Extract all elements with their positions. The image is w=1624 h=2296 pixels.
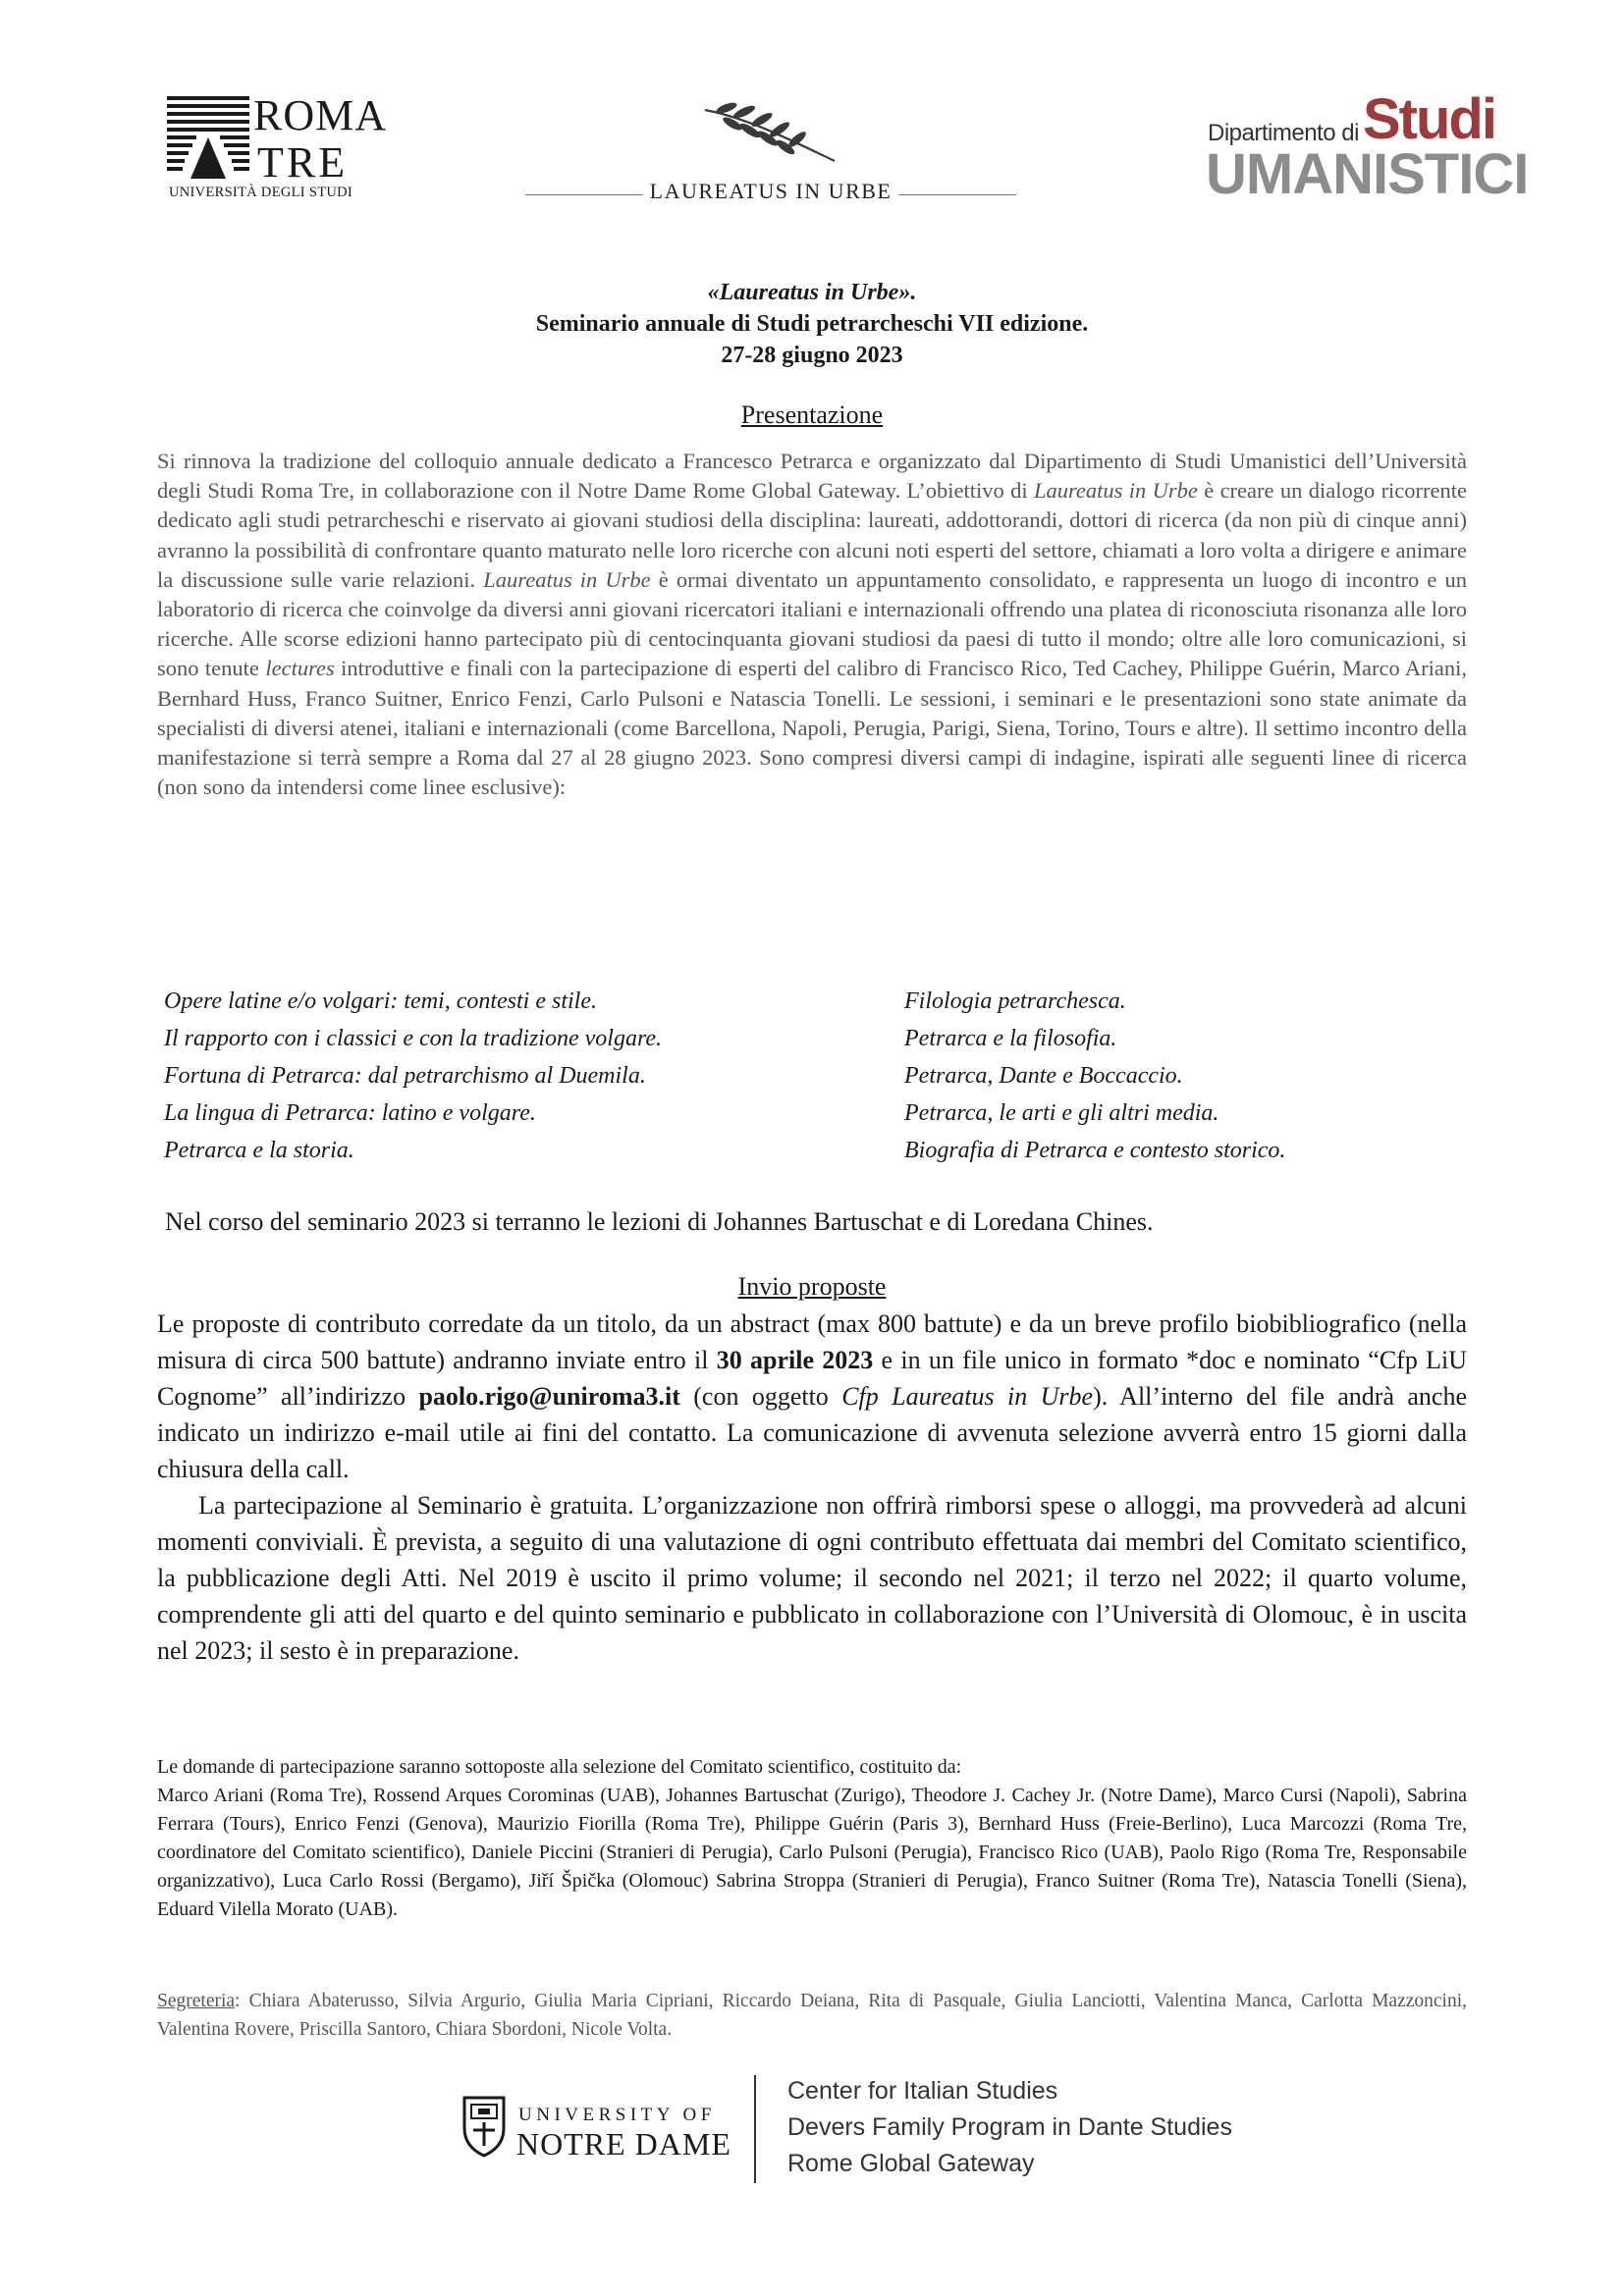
topic-item: Petrarca e la storia. <box>164 1138 354 1163</box>
title-line-1: «Laureatus in Urbe». <box>707 280 917 305</box>
presentazione-em-3: lectures <box>265 656 335 681</box>
roma-tre-building-icon <box>167 94 249 196</box>
deadline-date: 30 aprile 2023 <box>716 1346 874 1374</box>
dsu-dipartimento-word: Dipartimento di <box>1208 120 1359 146</box>
invio-proposte-body <box>157 1306 1467 1669</box>
invio-text-c: (con oggetto <box>679 1382 842 1411</box>
footer-line: Devers Family Program in Dante Studies <box>787 2113 1232 2141</box>
invio-paragraph-1 <box>157 1306 1467 1487</box>
dipartimento-studi-umanistici-logo <box>1198 87 1529 206</box>
comitato-scientifico <box>157 1753 1467 1924</box>
footer-notre-dame <box>461 2071 1232 2189</box>
title-block <box>157 277 1467 371</box>
universita-degli-studi-word: UNIVERSITÀ DEGLI STUDI <box>169 185 353 200</box>
presentazione-heading: Presentazione <box>740 400 884 429</box>
presentazione-em-1: Laureatus in Urbe <box>1033 478 1198 504</box>
laurel-branch-icon <box>697 98 844 167</box>
invio-paragraph-2: La partecipazione al Seminario è gratuita. L’organizzazione non offrirà rimborsi spese o alloggi, ma provvederà ad alcuni momenti conviviali. È prevista, a seguito di una valutazione di ogni contributo effettuata dai membri del Comitato scientifico, la pubblicazione degli Atti. Nel 2019 è uscito il primo volume; il secondo nel 2021; il terzo nel 2022; il quarto volume, comprendente gli atti del quarto e del quinto seminario e pubblicato in collaborazione con l’Università di Olomouc, è in uscita nel 2023; il sesto è in preparazione. <box>157 1491 1467 1665</box>
presentazione-em-2: Laureatus in Urbe <box>483 566 651 592</box>
topics-right-column <box>904 983 1285 1169</box>
presentazione-paragraph <box>157 447 1467 802</box>
roma-tre-logo <box>167 91 403 202</box>
presentazione-text-1: Si rinnova la tradizione del colloquio annuale dedicato a Francesco Petrarca e organizzato dal Dipartimento di Studi Umanistici dell’Università degli Studi Roma Tre, in collaborazione con il Notre Dame Rome Global Gateway. L’obiettivo di <box>157 449 1467 504</box>
presentazione-text-3: è ormai diventato un appuntamento consolidato, e rappresenta un luogo di incontro e un laboratorio di ricerca che coinvolge da diversi anni giovani ricercatori italiani e internazionali offrendo una platea di riconosciuta risonanza alle loro ricerche. Alle scorse edizioni hanno partecipato più di centocinquanta giovani studiosi da paesi di tutto il mondo; oltre alle loro comunicazioni, si sono tenute <box>157 566 1467 681</box>
email-subject: Cfp Laureatus in Urbe <box>841 1382 1094 1411</box>
dsu-umanistici-word: UMANISTICI <box>1206 142 1529 206</box>
segreteria <box>157 1987 1467 2044</box>
roma-word: ROMA <box>253 91 388 139</box>
title-line-2: Seminario annuale di Studi petrarcheschi VII edizione. <box>535 311 1089 337</box>
invio-text-a: Le proposte di contributo corredate da un titolo, da un abstract (max 800 battute) e da un breve profilo biobibliografico (nella misura di circa 500 battute) andranno inviate entro il <box>157 1309 1467 1374</box>
invio-text-d: ). All’interno del file andrà anche indicato un indirizzo e-mail utile ai fini del contatto. La comunicazione di avvenuta selezione avverrà entro 15 giorni dalla chiusura della call. <box>157 1382 1468 1483</box>
segreteria-label: Segreteria <box>157 1991 236 2011</box>
nd-university-of: UNIVERSITY OF <box>518 2105 716 2125</box>
presentazione-text-4: introduttive e finali con la partecipazione di esperti del calibro di Francisco Rico, Ted Cachey, Philippe Guérin, Marco Ariani, Bernhard Huss, Franco Suitner, Enrico Fenzi, Carlo Pulsoni e Natascia Tonelli. Le sessioni, i seminari e le presentazioni sono state animate da specialisti di diversi atenei, italiani e internazionali (come Barcellona, Napoli, Perugia, Parigi, Siena, Torino, Tours e altre). Il settimo incontro della manifestazione si terrà sempre a Roma dal 27 al 28 giugno 2023. Sono compresi diversi campi di indagine, ispirati alle seguenti linee di ricerca (non sono da intendersi come linee esclusive): <box>157 656 1468 800</box>
nd-notre-dame-word: NOTRE DAME <box>516 2126 731 2162</box>
tre-word: TRE <box>257 138 349 187</box>
footer-center-lines <box>787 2073 1232 2182</box>
topic-item: Petrarca, Dante e Boccaccio. <box>904 1063 1183 1089</box>
notre-dame-shield-icon <box>461 2095 507 2158</box>
lezioni-sentence: Nel corso del seminario 2023 si terranno le lezioni di Johannes Bartuschat e di Loredana Chines. <box>165 1207 1154 1236</box>
topic-item: Opere latine e/o volgari: temi, contesti e stile. <box>164 988 597 1014</box>
topic-item: La lingua di Petrarca: latino e volgare. <box>164 1100 536 1126</box>
contact-email[interactable]: paolo.rigo@uniroma3.it <box>418 1382 680 1411</box>
presentazione-text-2: è creare un dialogo ricorrente dedicato agli studi petrarcheschi e riservato ai giovani studiosi della disciplina: laureati, addottorandi, dottori di ricerca (da non più di cinque anni) avranno la possibilità di confrontare quanto maturato nelle loro ricerche con alcuni noti esperti del settore, chiamati a loro volta a dirigere e animare la discussione sulle varie relazioni. <box>157 478 1468 592</box>
segreteria-names: : Chiara Abaterusso, Silvia Argurio, Giulia Maria Cipriani, Riccardo Deiana, Rita di Pasquale, Giulia Lanciotti, Valentina Manca, Carlotta Mazzoncini, Valentina Rovere, Priscilla Santoro, Chiara Sbordoni, Nicole Volta. <box>157 1991 1467 2040</box>
invio-text-b: e in un file unico in formato *doc e nominato “Cfp LiU Cognome” all’indirizzo <box>157 1346 1467 1411</box>
footer-line: Rome Global Gateway <box>787 2150 1035 2177</box>
topic-item: Filologia petrarchesca. <box>904 988 1126 1014</box>
topic-item: Petrarca e la filosofia. <box>904 1026 1117 1051</box>
title-line-3: 27-28 giugno 2023 <box>721 343 903 368</box>
topic-item: Il rapporto con i classici e con la tradizione volgare. <box>164 1026 663 1051</box>
invio-proposte-heading: Invio proposte <box>737 1272 887 1301</box>
comitato-members: Marco Ariani (Roma Tre), Rossend Arques Corominas (UAB), Johannes Bartuschat (Zurigo), Theodore J. Cachey Jr. (Notre Dame), Marco Cursi (Napoli), Sabrina Ferrara (Tours), Enrico Fenzi (Genova), Maurizio Fiorilla (Roma Tre), Philippe Guérin (Paris 3), Bernhard Huss (Freie-Berlino), Luca Marcozzi (Roma Tre, coordinatore del Comitato scientifico), Daniele Piccini (Stranieri di Perugia), Carlo Pulsoni (Perugia), Francisco Rico (UAB), Paolo Rigo (Roma Tre, Responsabile organizzativo), Luca Carlo Rossi (Bergamo), Jiří Špička (Olomouc) Sabrina Stroppa (Stranieri di Perugia), Franco Suitner (Roma Tre), Natascia Tonelli (Siena), Eduard Vilella Morato (UAB). <box>157 1785 1467 1920</box>
topic-item: Fortuna di Petrarca: dal petrarchismo al Duemila. <box>164 1063 646 1089</box>
topic-item: Petrarca, le arti e gli altri media. <box>904 1100 1219 1126</box>
footer-line: Center for Italian Studies <box>787 2077 1058 2105</box>
dsu-studi-word: Studi <box>1363 87 1495 151</box>
laureatus-logo-text: LAUREATUS IN URBE <box>649 179 893 203</box>
comitato-intro: Le domande di partecipazione saranno sottoposte alla selezione del Comitato scientifico, costituito da: <box>157 1756 962 1778</box>
topic-item: Biografia di Petrarca e contesto storico. <box>904 1138 1286 1163</box>
topics-left-column <box>164 983 662 1169</box>
laureatus-logo <box>525 98 1016 206</box>
footer-divider <box>754 2075 756 2183</box>
